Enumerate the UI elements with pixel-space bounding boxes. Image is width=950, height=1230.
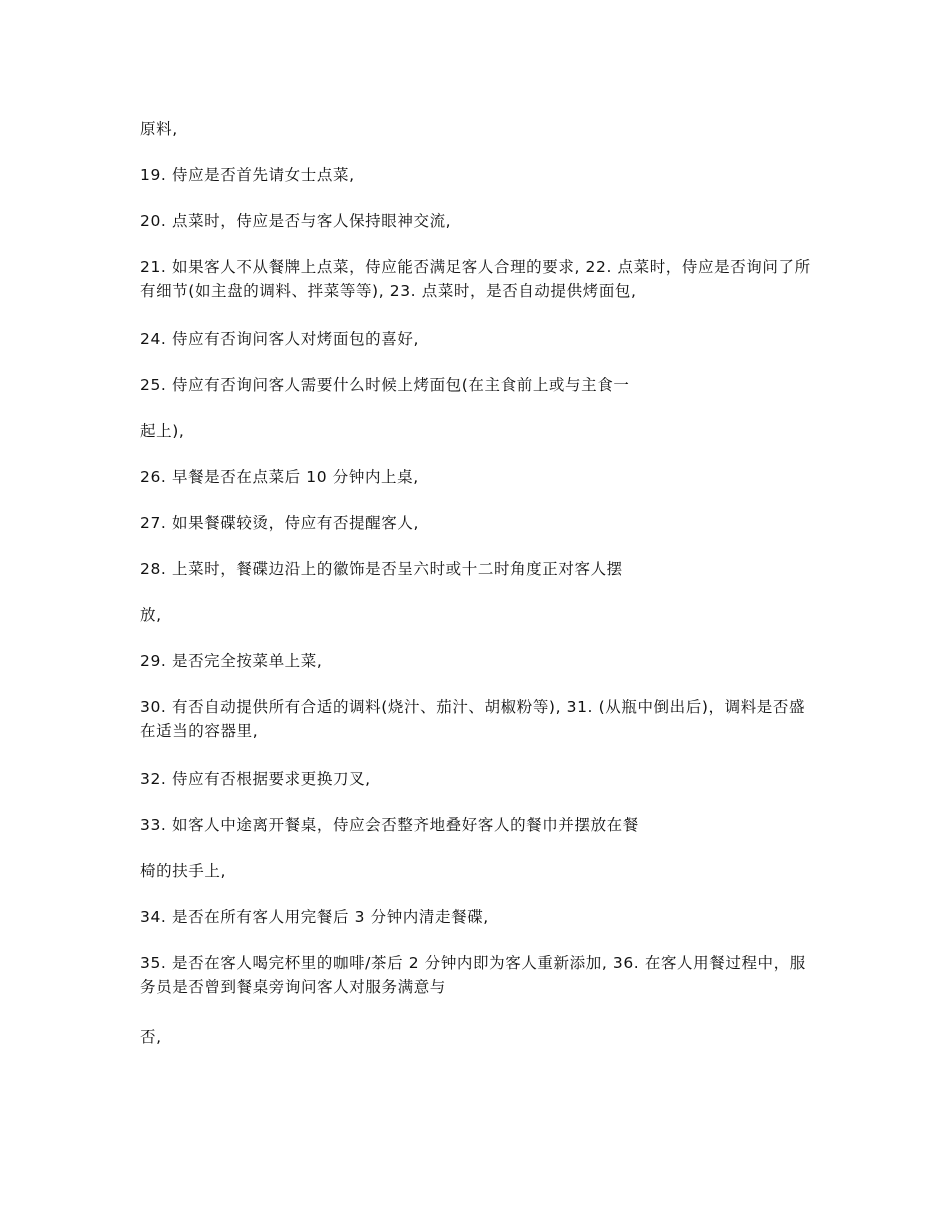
paragraph-13: 30. 有否自动提供所有合适的调料(烧汁、茄汁、胡椒粉等), 31. (从瓶中倒出后)，调料是否盛在适当的容器里, [140,698,806,740]
paragraph-1: 原料, [140,120,178,138]
paragraph-3: 20. 点菜时，侍应是否与客人保持眼神交流, [140,212,452,230]
paragraph-6: 25. 侍应有否询问客人需要什么时候上烤面包(在主食前上或与主食一 [140,376,630,394]
paragraph-18: 35. 是否在客人喝完杯里的咖啡/茶后 2 分钟内即为客人重新添加, 36. 在客人用餐过程中，服务员是否曾到餐桌旁询问客人对服务满意与 [140,954,806,996]
paragraph-9: 27. 如果餐碟较烫，侍应有否提醒客人, [140,514,420,532]
paragraph-2: 19. 侍应是否首先请女士点菜, [140,166,355,184]
paragraph-15: 33. 如客人中途离开餐桌，侍应会否整齐地叠好客人的餐巾并摆放在餐 [140,816,639,834]
paragraph-11: 放, [140,606,162,624]
paragraph-19: 否, [140,1028,162,1046]
paragraph-17: 34. 是否在所有客人用完餐后 3 分钟内清走餐碟, [140,908,489,926]
paragraph-16: 椅的扶手上, [140,862,227,880]
paragraph-5: 24. 侍应有否询问客人对烤面包的喜好, [140,330,420,348]
paragraph-10: 28. 上菜时，餐碟边沿上的徽饰是否呈六时或十二时角度正对客人摆 [140,560,623,578]
paragraph-7: 起上), [140,422,185,440]
paragraph-14: 32. 侍应有否根据要求更换刀叉, [140,770,371,788]
paragraph-8: 26. 早餐是否在点菜后 10 分钟内上桌, [140,468,419,486]
paragraph-12: 29. 是否完全按菜单上菜, [140,652,323,670]
paragraph-4: 21. 如果客人不从餐牌上点菜，侍应能否满足客人合理的要求, 22. 点菜时，侍应是否询问了所有细节(如主盘的调料、拌菜等等), 23. 点菜时，是否自动提供烤面包, [140,258,811,300]
